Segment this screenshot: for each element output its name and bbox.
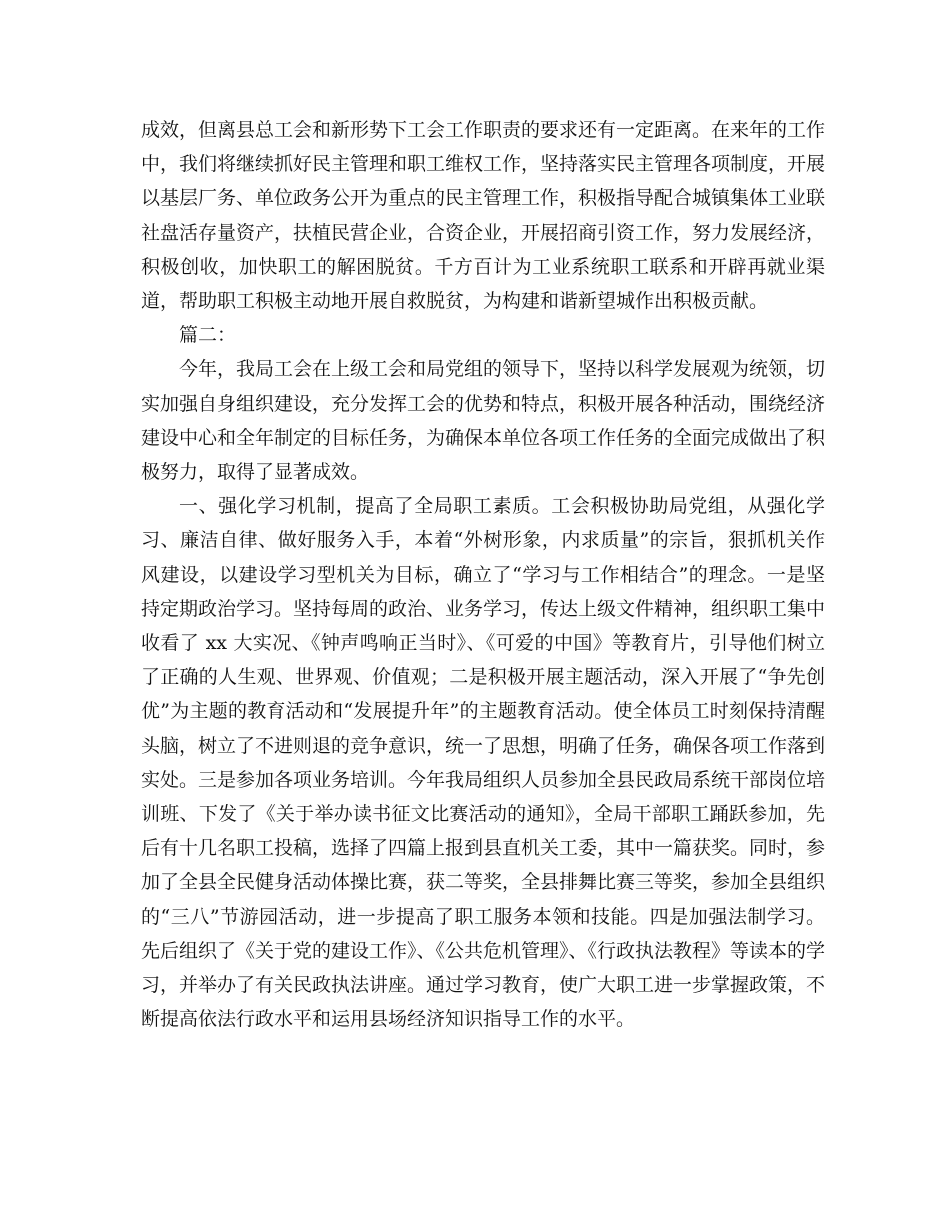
paragraph-section-one: 一、强化学习机制，提高了全局职工素质。工会积极协助局党组，从强化学习、廉洁自律、做好服务入手，本着“外树形象，内求质量”的宗旨，狠抓机关作风建设，以建设学习型机关为目标，确立了“学习与工作相结合”的理念。一是坚持定期政治学习。坚持每周的政治、业务学习，传达上级文件精神，组织职工集中收看了 xx 大实况、《钟声鸣响正当时》、《可爱的中国》等教育片，引导他们树立了正确的人生观、世界观、价值观；二是积极开展主题活动，深入开展了“争先创优”为主题的教育活动和“发展提升年”的主题教育活动。使全体员工时刻保持清醒头脑，树立了不进则退的竞争意识，统一了思想，明确了任务，确保各项工作落到实处。三是参加各项业务培训。今年我局组织人员参加全县民政局系统干部岗位培训班、下发了《关于举办读书征文比赛活动的通知》，全局干部职工踊跃参加，先后有十几名职工投稿，选择了四篇上报到县直机关工委，其中一篇获奖。同时，参加了全县全民健身活动体操比赛，获二等奖，全县排舞比赛三等奖，参加全县组织的“三八”节游园活动，进一步提高了职工服务本领和技能。四是加强法制学习。先后组织了《关于党的建设工作》、《公共危机管理》、《行政执法教程》等读本的学习，并举办了有关民政执法讲座。通过学习教育，使广大职工进一步掌握政策，不断提高依法行政水平和运用县场经济知识指导工作的水平。 <box>141 495 826 1031</box>
section-heading-part-two: 篇二： <box>179 324 237 347</box>
paragraph-continuation: 成效，但离县总工会和新形势下工会工作职责的要求还有一定距离。在来年的工作中，我们将继续抓好民主管理和职工维权工作，坚持落实民主管理各项制度，开展以基层厂务、单位政务公开为重点的民主管理工作，积极指导配合城镇集体工业联社盘活存量资产，扶植民营企业，合资企业，开展招商引资工作，努力发展经济，积极创收，加快职工的解困脱贫。千方百计为工业系统职工联系和开辟再就业渠道，帮助职工积极主动地开展自救脱贫，为构建和谐新望城作出积极贡献。 <box>141 119 826 313</box>
document-page <box>141 113 825 1036</box>
paragraph-intro: 今年，我局工会在上级工会和局党组的领导下，坚持以科学发展观为统领，切实加强自身组织建设，充分发挥工会的优势和特点，积极开展各种活动，围绕经济建设中心和全年制定的目标任务，为确保本单位各项工作任务的全面完成做出了积极努力，取得了显著成效。 <box>141 358 826 484</box>
